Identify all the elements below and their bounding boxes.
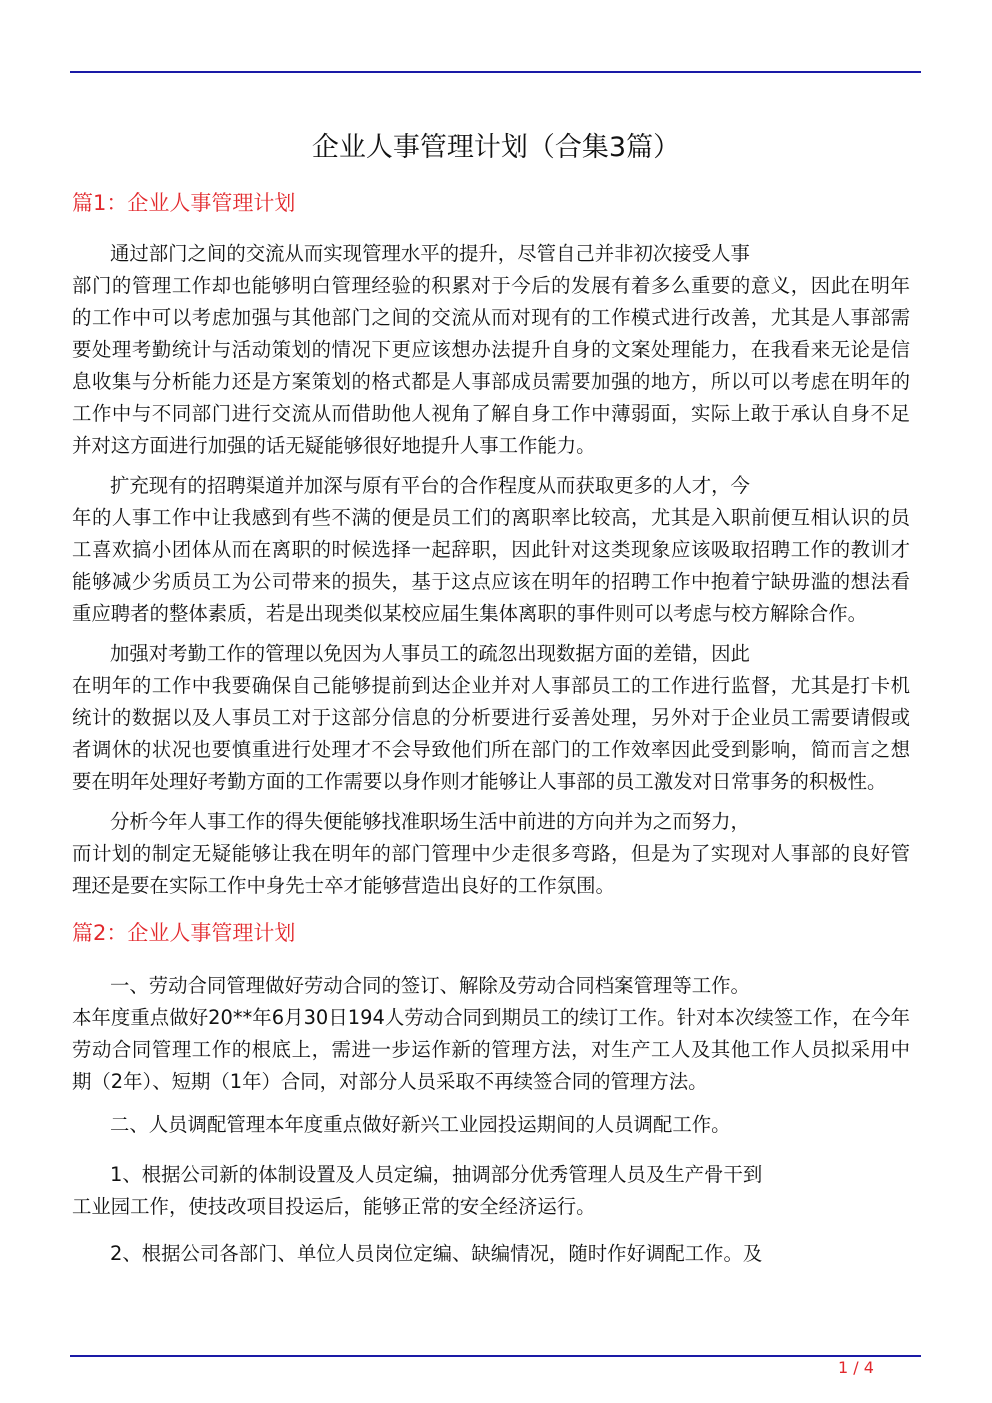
paragraph-line: 者调休的状况也要慎重进行处理才不会导致他们所在部门的工作效率因此受到影响，简而言之想 [72, 738, 910, 761]
paragraph-line: 分析今年人事工作的得失便能够找准职场生活中前进的方向并为之而努力， [110, 810, 750, 833]
paragraph-line: 统计的数据以及人事员工对于这部分信息的分析要进行妥善处理，另外对于企业员工需要请假或 [72, 706, 910, 729]
paragraph [72, 470, 910, 630]
paragraph [72, 238, 910, 462]
paragraph-line: 1、根据公司新的体制设置及人员定编，抽调部分优秀管理人员及生产骨干到 [110, 1163, 763, 1186]
paragraph [72, 970, 910, 1098]
paragraph [72, 806, 910, 902]
section-heading: 篇1：企业人事管理计划 [72, 191, 296, 215]
paragraph-line: 扩充现有的招聘渠道并加深与原有平台的合作程度从而获取更多的人才，今 [110, 474, 750, 497]
paragraph [72, 638, 910, 798]
paragraph-line: 通过部门之间的交流从而实现管理水平的提升，尽管自己并非初次接受人事 [110, 242, 750, 265]
paragraph-line: 劳动合同管理工作的根底上，需进一步运作新的管理方法，对生产工人及其他工作人员拟采用中 [72, 1038, 910, 1061]
paragraph-line: 的工作中可以考虑加强与其他部门之间的交流从而对现有的工作模式进行改善，尤其是人事部需 [72, 306, 910, 329]
paragraph-line: 二、人员调配管理本年度重点做好新兴工业园投运期间的人员调配工作。 [110, 1113, 731, 1136]
paragraph-line: 一、劳动合同管理做好劳动合同的签订、解除及劳动合同档案管理等工作。 [110, 974, 750, 997]
paragraph-line: 期（2年）、短期（1年）合同，对部分人员采取不再续签合同的管理方法。 [72, 1070, 708, 1093]
page-number: 1 / 4 [838, 1358, 874, 1377]
paragraph-line: 工业园工作，使技改项目投运后，能够正常的安全经济运行。 [72, 1195, 596, 1218]
paragraph-line: 工喜欢搞小团体从而在离职的时候选择一起辞职，因此针对这类现象应该吸取招聘工作的教训才 [72, 538, 910, 561]
paragraph-line: 工作中与不同部门进行交流从而借助他人视角了解自身工作中薄弱面，实际上敢于承认自身不足 [72, 402, 910, 425]
paragraph-line: 本年度重点做好20**年6月30日194人劳动合同到期员工的续订工作。针对本次续签工作，在今年 [72, 1006, 910, 1029]
paragraph-line: 2、根据公司各部门、单位人员岗位定编、缺编情况，随时作好调配工作。及 [110, 1242, 763, 1265]
footer-rule [70, 1355, 921, 1357]
paragraph [72, 1109, 910, 1141]
document-title: 企业人事管理计划（合集3篇） [311, 132, 681, 163]
paragraph-line: 重应聘者的整体素质，若是出现类似某校应届生集体离职的事件则可以考虑与校方解除合作。 [72, 602, 868, 625]
paragraph-line: 理还是要在实际工作中身先士卒才能够营造出良好的工作氛围。 [72, 874, 615, 897]
paragraph-line: 并对这方面进行加强的话无疑能够很好地提升人事工作能力。 [72, 434, 596, 457]
paragraph-line: 息收集与分析能力还是方案策划的格式都是人事部成员需要加强的地方，所以可以考虑在明年的 [72, 370, 910, 393]
paragraph-line: 要在明年处理好考勤方面的工作需要以身作则才能够让人事部的员工激发对日常事务的积极性。 [72, 770, 887, 793]
paragraph [72, 1159, 910, 1223]
paragraph-line: 要处理考勤统计与活动策划的情况下更应该想办法提升自身的文案处理能力，在我看来无论是信 [72, 338, 910, 361]
paragraph-line: 在明年的工作中我要确保自己能够提前到达企业并对人事部员工的工作进行监督，尤其是打卡机 [72, 674, 910, 697]
paragraph [72, 1238, 910, 1270]
paragraph-line: 部门的管理工作却也能够明白管理经验的积累对于今后的发展有着多么重要的意义，因此在明年 [72, 274, 910, 297]
section-heading: 篇2：企业人事管理计划 [72, 921, 296, 945]
paragraph-line: 能够减少劣质员工为公司带来的损失，基于这点应该在明年的招聘工作中抱着宁缺毋滥的想法看 [72, 570, 910, 593]
paragraph-line: 而计划的制定无疑能够让我在明年的部门管理中少走很多弯路，但是为了实现对人事部的良好管 [72, 842, 910, 865]
header-rule [70, 71, 921, 73]
paragraph-line: 加强对考勤工作的管理以免因为人事员工的疏忽出现数据方面的差错，因此 [110, 642, 750, 665]
paragraph-line: 年的人事工作中让我感到有些不满的便是员工们的离职率比较高，尤其是入职前便互相认识的员 [72, 506, 910, 529]
